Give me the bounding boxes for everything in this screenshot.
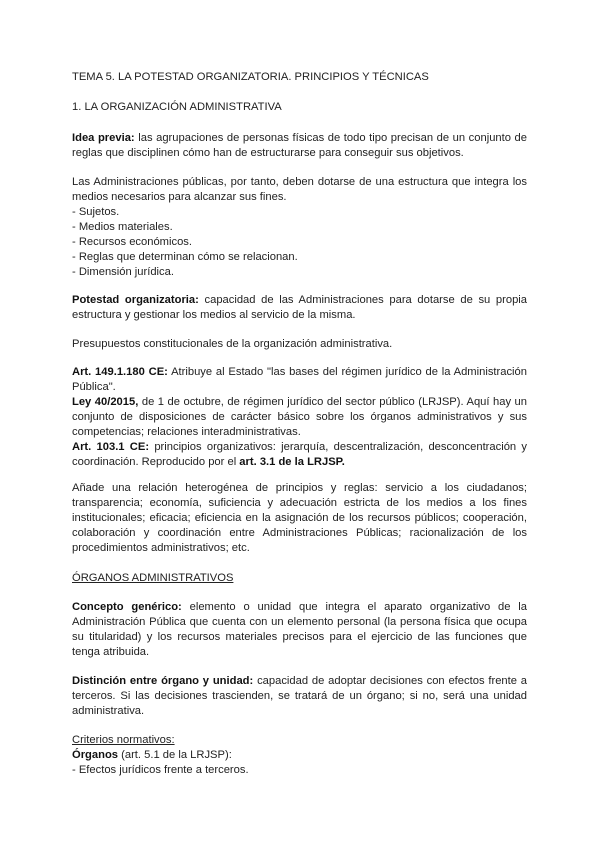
list-item: - Reglas que determinan cómo se relacionan.: [72, 251, 298, 263]
art-149-paragraph: [72, 365, 527, 395]
organos-heading: ÓRGANOS ADMINISTRATIVOS: [72, 572, 234, 584]
concepto-paragraph: [72, 600, 527, 660]
ley-40-label: Ley 40/2015,: [72, 396, 139, 408]
list-item: - Medios materiales.: [72, 221, 173, 233]
distincion-text: capacidad de adoptar decisiones con efectos frente a terceros. Si las decisiones trascienden, se tratará de un órgano; si no, será una unidad administrativa.: [72, 675, 528, 717]
concepto-text: elemento o unidad que integra el aparato organizativo de la Administración Pública que cuenta con un elemento personal (la persona física que ocupa su titularidad) y los recursos materiales precisos para el ejercicio de las funciones que tenga atribuida.: [72, 601, 528, 658]
document-title: TEMA 5. LA POTESTAD ORGANIZATORIA. PRINCIPIOS Y TÉCNICAS: [72, 71, 429, 83]
list-item: - Efectos jurídicos frente a terceros.: [72, 764, 249, 776]
admin-intro-paragraph: [72, 175, 527, 280]
ley-40-text: de 1 de octubre, de régimen jurídico del sector público (LRJSP). Aquí hay un conjunto de disposiciones de carácter básico sobre los órganos administrativos y sus competencias; relaciones interadministrativas.: [72, 396, 527, 438]
anade-paragraph: Añade una relación heterogénea de principios y reglas: servicio a los ciudadanos; transparencia; economía, suficiencia y adecuación estricta de los medios a los fines institucionales; eficacia; eficiencia en la asignación de los recursos públicos; cooperación, colaboración y coordinación entre Administraciones Públicas; racionalización de los procedimientos administrativos; etc.: [72, 482, 527, 554]
distincion-label: Distinción entre órgano y unidad:: [72, 675, 254, 687]
art-3-1-reference: art. 3.1 de la LRJSP.: [239, 456, 345, 468]
concepto-label: Concepto genérico:: [72, 601, 182, 613]
admin-intro-text: Las Administraciones públicas, por tanto, deben dotarse de una estructura que integra los medios necesarios para alcanzar sus fines.: [72, 176, 527, 203]
section-heading: 1. LA ORGANIZACIÓN ADMINISTRATIVA: [72, 101, 282, 113]
art-103-label: Art. 103.1 CE:: [72, 441, 150, 453]
art-149-label: Art. 149.1.180 CE:: [72, 366, 168, 378]
distincion-paragraph: [72, 674, 527, 719]
potestad-paragraph: [72, 293, 527, 323]
art-103-text: principios organizativos: jerarquía, descentralización, desconcentración y coordinación. Reproducido por el: [72, 441, 528, 468]
list-item: - Dimensión jurídica.: [72, 266, 174, 278]
art-149-text: Atribuye al Estado "las bases del régimen jurídico de la Administración Pública".: [72, 366, 527, 393]
idea-previa-paragraph: [72, 131, 527, 161]
idea-previa-label: Idea previa:: [72, 132, 135, 144]
list-item: - Recursos económicos.: [72, 236, 192, 248]
ley-40-paragraph: [72, 395, 527, 440]
organos-text: (art. 5.1 de la LRJSP):: [118, 749, 232, 761]
art-103-paragraph: [72, 440, 527, 470]
potestad-text: capacidad de las Administraciones para dotarse de su propia estructura y gestionar los medios al servicio de la misma.: [72, 294, 527, 321]
idea-previa-text: las agrupaciones de personas físicas de todo tipo precisan de un conjunto de reglas que disciplinen cómo han de estructurarse para conseguir sus objetivos.: [72, 132, 527, 159]
presupuestos-paragraph: Presupuestos constitucionales de la organización administrativa.: [72, 338, 393, 350]
organos-line: [72, 748, 527, 763]
criterios-heading: Criterios normativos:: [72, 734, 175, 746]
articles-block: [72, 365, 527, 470]
organos-label: Órganos: [72, 749, 119, 761]
criterios-block: [72, 733, 527, 778]
list-item: - Sujetos.: [72, 206, 120, 218]
potestad-label: Potestad organizatoria:: [72, 294, 199, 306]
